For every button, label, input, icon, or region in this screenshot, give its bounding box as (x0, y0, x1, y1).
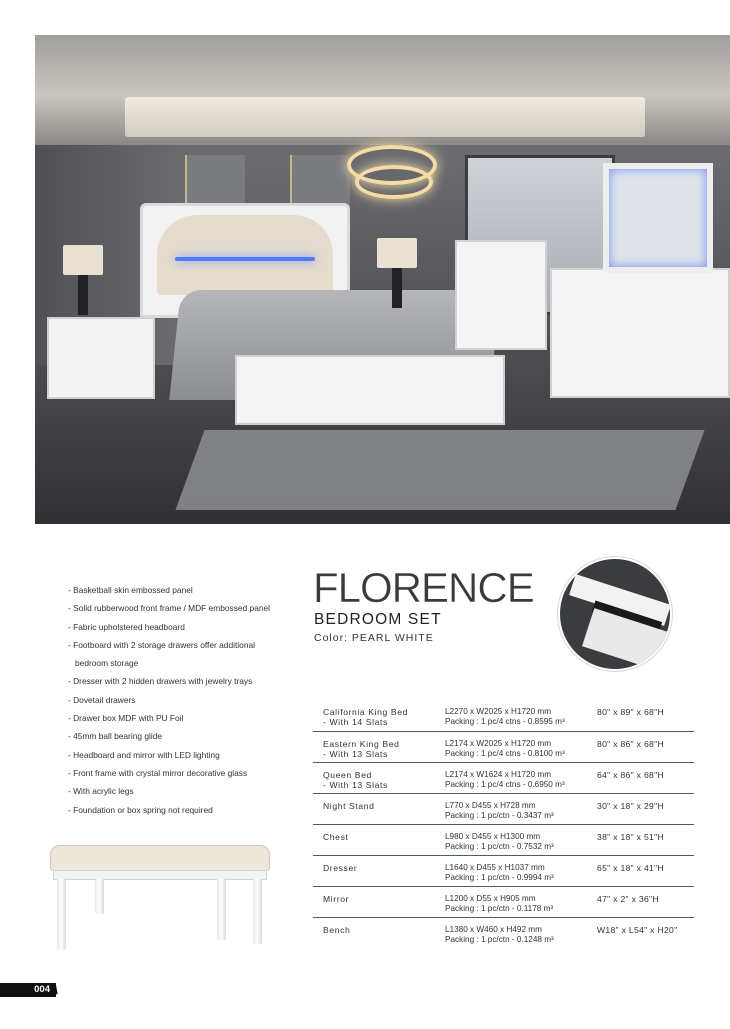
bed-footboard-drawers (235, 355, 505, 425)
item-size: W18" x L54" x H20" (597, 924, 678, 935)
item-dimensions: L1200 x D55 x H905 mm Packing : 1 pc/ctn - 0.1178 m³ (445, 893, 554, 913)
item-size: 80" x 86" x 68"H (597, 738, 664, 749)
bench-leg (95, 878, 104, 914)
item-size: 30" x 18" x 29"H (597, 800, 664, 811)
item-size: 47" x 2" x 36"H (597, 893, 659, 904)
page-number-tab (0, 983, 56, 997)
lamp-base (78, 275, 88, 315)
table-row (313, 700, 694, 731)
bench-seat (50, 845, 270, 871)
item-size: 64" x 86" x 68"H (597, 769, 664, 780)
lamp-shade (377, 238, 417, 268)
item-name: Dresser (323, 862, 358, 873)
feature-item: - Headboard and mirror with LED lighting (68, 749, 220, 760)
item-dimensions: L1380 x W460 x H492 mm Packing : 1 pc/ctn - 0.1248 m³ (445, 924, 554, 944)
bench-leg (253, 878, 262, 944)
item-name: Chest (323, 831, 349, 842)
item-name: Queen Bed - With 13 Slats (323, 769, 388, 790)
item-name: Night Stand (323, 800, 375, 811)
nightstand (47, 317, 155, 399)
item-name: Mirror (323, 893, 350, 904)
feature-item: - Dovetail drawers (68, 694, 136, 705)
product-subtitle: BEDROOM SET (314, 611, 442, 628)
item-dimensions: L2174 x W1624 x H1720 mm Packing : 1 pc/4 ctns - 0.6950 m³ (445, 769, 565, 789)
feature-item: - Footboard with 2 storage drawers offer additional (68, 639, 255, 650)
product-color: Color: PEARL WHITE (314, 632, 434, 644)
feature-item: - Dresser with 2 hidden drawers with jewelry trays (68, 676, 253, 687)
chandelier-ring (355, 165, 433, 199)
lamp-shade (63, 245, 103, 275)
led-mirror (603, 163, 713, 273)
item-name: Eastern King Bed - With 13 Slats (323, 738, 400, 759)
table-row (313, 793, 694, 824)
table-row (313, 917, 694, 948)
feature-item: - Fabric upholstered headboard (68, 621, 185, 632)
item-dimensions: L1640 x D455 x H1037 mm Packing : 1 pc/ctn - 0.9994 m³ (445, 862, 554, 882)
table-row (313, 855, 694, 886)
dresser (550, 268, 730, 398)
feature-list (68, 581, 298, 819)
hero-bedroom-photo (35, 35, 730, 524)
page-number: 004 (34, 984, 50, 995)
area-rug (175, 430, 704, 510)
item-name: Bench (323, 924, 351, 935)
product-title: FLORENCE (313, 564, 534, 611)
lamp-base (392, 268, 402, 308)
table-row (313, 731, 694, 762)
item-size: 65" x 18" x 41"H (597, 862, 664, 873)
feature-item: - 45mm ball bearing glide (68, 731, 163, 742)
table-row (313, 762, 694, 793)
feature-item: - Solid rubberwood front frame / MDF embossed panel (68, 603, 271, 614)
bench-leg (57, 878, 66, 950)
bench-leg (217, 878, 226, 940)
item-size: 38" x 18" x 51"H (597, 831, 664, 842)
ceiling-light-cove (125, 97, 645, 137)
chest (455, 240, 547, 350)
item-dimensions: L980 x D455 x H1300 mm Packing : 1 pc/ctn - 0.7532 m³ (445, 831, 554, 851)
feature-item: - Basketball skin embossed panel (68, 585, 193, 595)
table-row (313, 886, 694, 917)
item-dimensions: L770 x D455 x H728 mm Packing : 1 pc/ctn - 0.3437 m³ (445, 800, 554, 820)
item-dimensions: L2174 x W2025 x H1720 mm Packing : 1 pc/4 ctns - 0.8100 m³ (445, 738, 565, 758)
drawer-detail-photo (558, 557, 672, 671)
headboard-upholstery (157, 215, 333, 295)
item-size: 80" x 89" x 68"H (597, 707, 664, 717)
feature-item: - Drawer box MDF with PU Foil (68, 713, 184, 724)
bench-photo (45, 840, 275, 950)
feature-item: - Front frame with crystal mirror decorative glass (68, 767, 248, 778)
feature-item: - Foundation or box spring not required (68, 804, 213, 815)
spec-table (313, 700, 694, 948)
headboard-led-strip (175, 257, 315, 261)
item-dimensions: L2270 x W2025 x H1720 mm Packing : 1 pc/4 ctns - 0.8595 m³ (445, 707, 565, 727)
bench-rail (53, 870, 267, 880)
item-name: California King Bed - With 14 Slats (323, 707, 408, 728)
feature-item: - With acrylic legs (68, 786, 134, 797)
page-number-slashes: \\\ (51, 982, 56, 997)
table-row (313, 824, 694, 855)
feature-item: bedroom storage (75, 658, 139, 669)
